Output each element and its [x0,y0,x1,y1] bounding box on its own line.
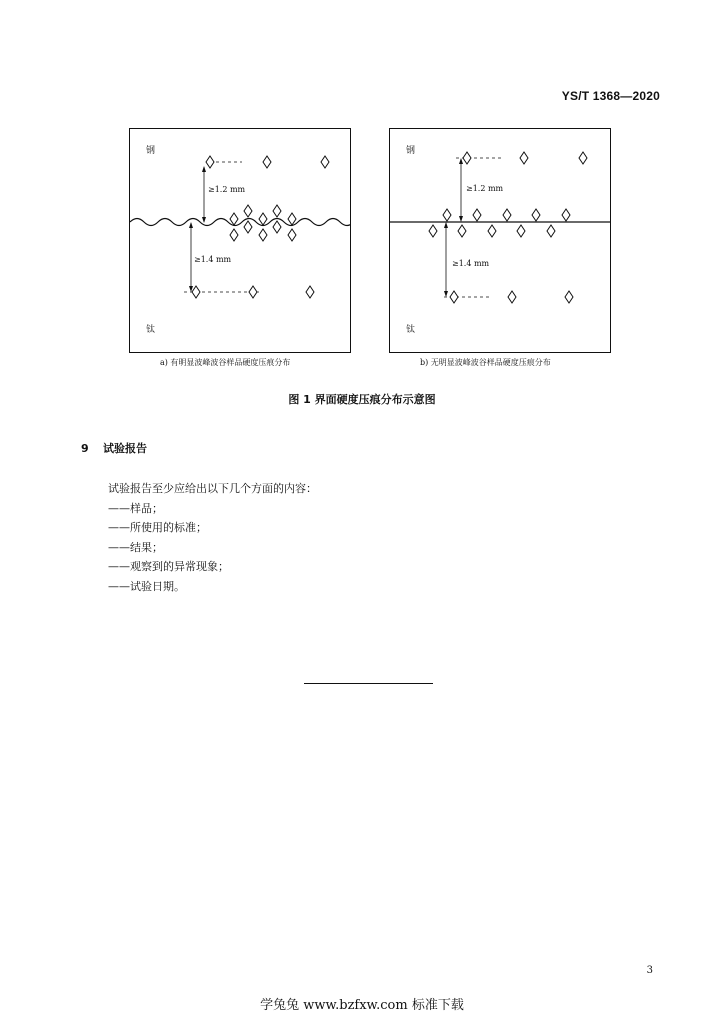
indent-mark [517,225,525,237]
footer-watermark: 学兔兔 www.bzfxw.com 标准下载 [260,998,464,1013]
steel-label: 钢 [406,146,416,156]
indent-mark [259,213,267,225]
lower-distance-label: ≥1.4 mm [194,255,232,264]
upper-distance-label: ≥1.2 mm [208,185,246,194]
report-contents [108,479,317,596]
figure-title: 图 1 界面硬度压痕分布示意图 [288,393,436,406]
indent-mark [263,156,271,168]
panel-a-caption: a) 有明显波峰波谷样品硬度压痕分布 [160,358,291,367]
indent-mark [244,221,252,233]
wavy-interface-line [130,219,350,226]
indent-mark [192,286,200,298]
panel-b-caption: b) 无明显波峰波谷样品硬度压痕分布 [420,358,551,367]
standard-code: YS/T 1368—2020 [561,89,660,103]
steel-label: 钢 [146,146,156,156]
figure-panel-b [389,128,611,353]
upper-distance-label: ≥1.2 mm [466,184,504,193]
indent-mark [562,209,570,221]
section-number: 9 [81,442,89,455]
indent-mark [547,225,555,237]
indent-mark [458,225,466,237]
lower-distance-label: ≥1.4 mm [452,259,490,268]
indent-mark [249,286,257,298]
indent-mark [532,209,540,221]
list-item: ——所使用的标准； [108,521,207,534]
indentation-marks [192,156,329,298]
section-heading [81,440,147,456]
indent-mark [508,291,516,303]
intro-text: 试验报告至少应给出以下几个方面的内容： [108,482,317,495]
indent-mark [443,209,451,221]
indent-mark [306,286,314,298]
end-rule [304,683,433,684]
titanium-label: 钛 [406,325,416,335]
indent-mark [230,229,238,241]
indent-mark [503,209,511,221]
panel-a-diagram [130,129,350,352]
indent-mark [520,152,528,164]
indentation-marks [429,152,587,303]
page-number: 3 [646,965,653,976]
list-item: ——结果； [108,540,163,554]
indent-mark [321,156,329,168]
indent-mark [473,209,481,221]
list-item: ——样品； [108,501,163,515]
indent-mark [488,225,496,237]
indent-mark [579,152,587,164]
indent-mark [463,152,471,164]
indent-mark [450,291,458,303]
indent-mark [230,213,238,225]
section-title: 试验报告 [103,442,147,455]
indent-mark [565,291,573,303]
indent-mark [429,225,437,237]
indent-mark [206,156,214,168]
indent-mark [244,205,252,217]
figure-panel-a [129,128,351,353]
titanium-label: 钛 [146,325,156,335]
indent-mark [259,229,267,241]
indent-mark [273,221,281,233]
indent-mark [288,229,296,241]
panel-b-diagram [390,129,610,352]
list-item: ——观察到的异常现象； [108,560,229,573]
indent-mark [288,213,296,225]
indent-mark [273,205,281,217]
list-item: ——试验日期。 [108,579,185,593]
